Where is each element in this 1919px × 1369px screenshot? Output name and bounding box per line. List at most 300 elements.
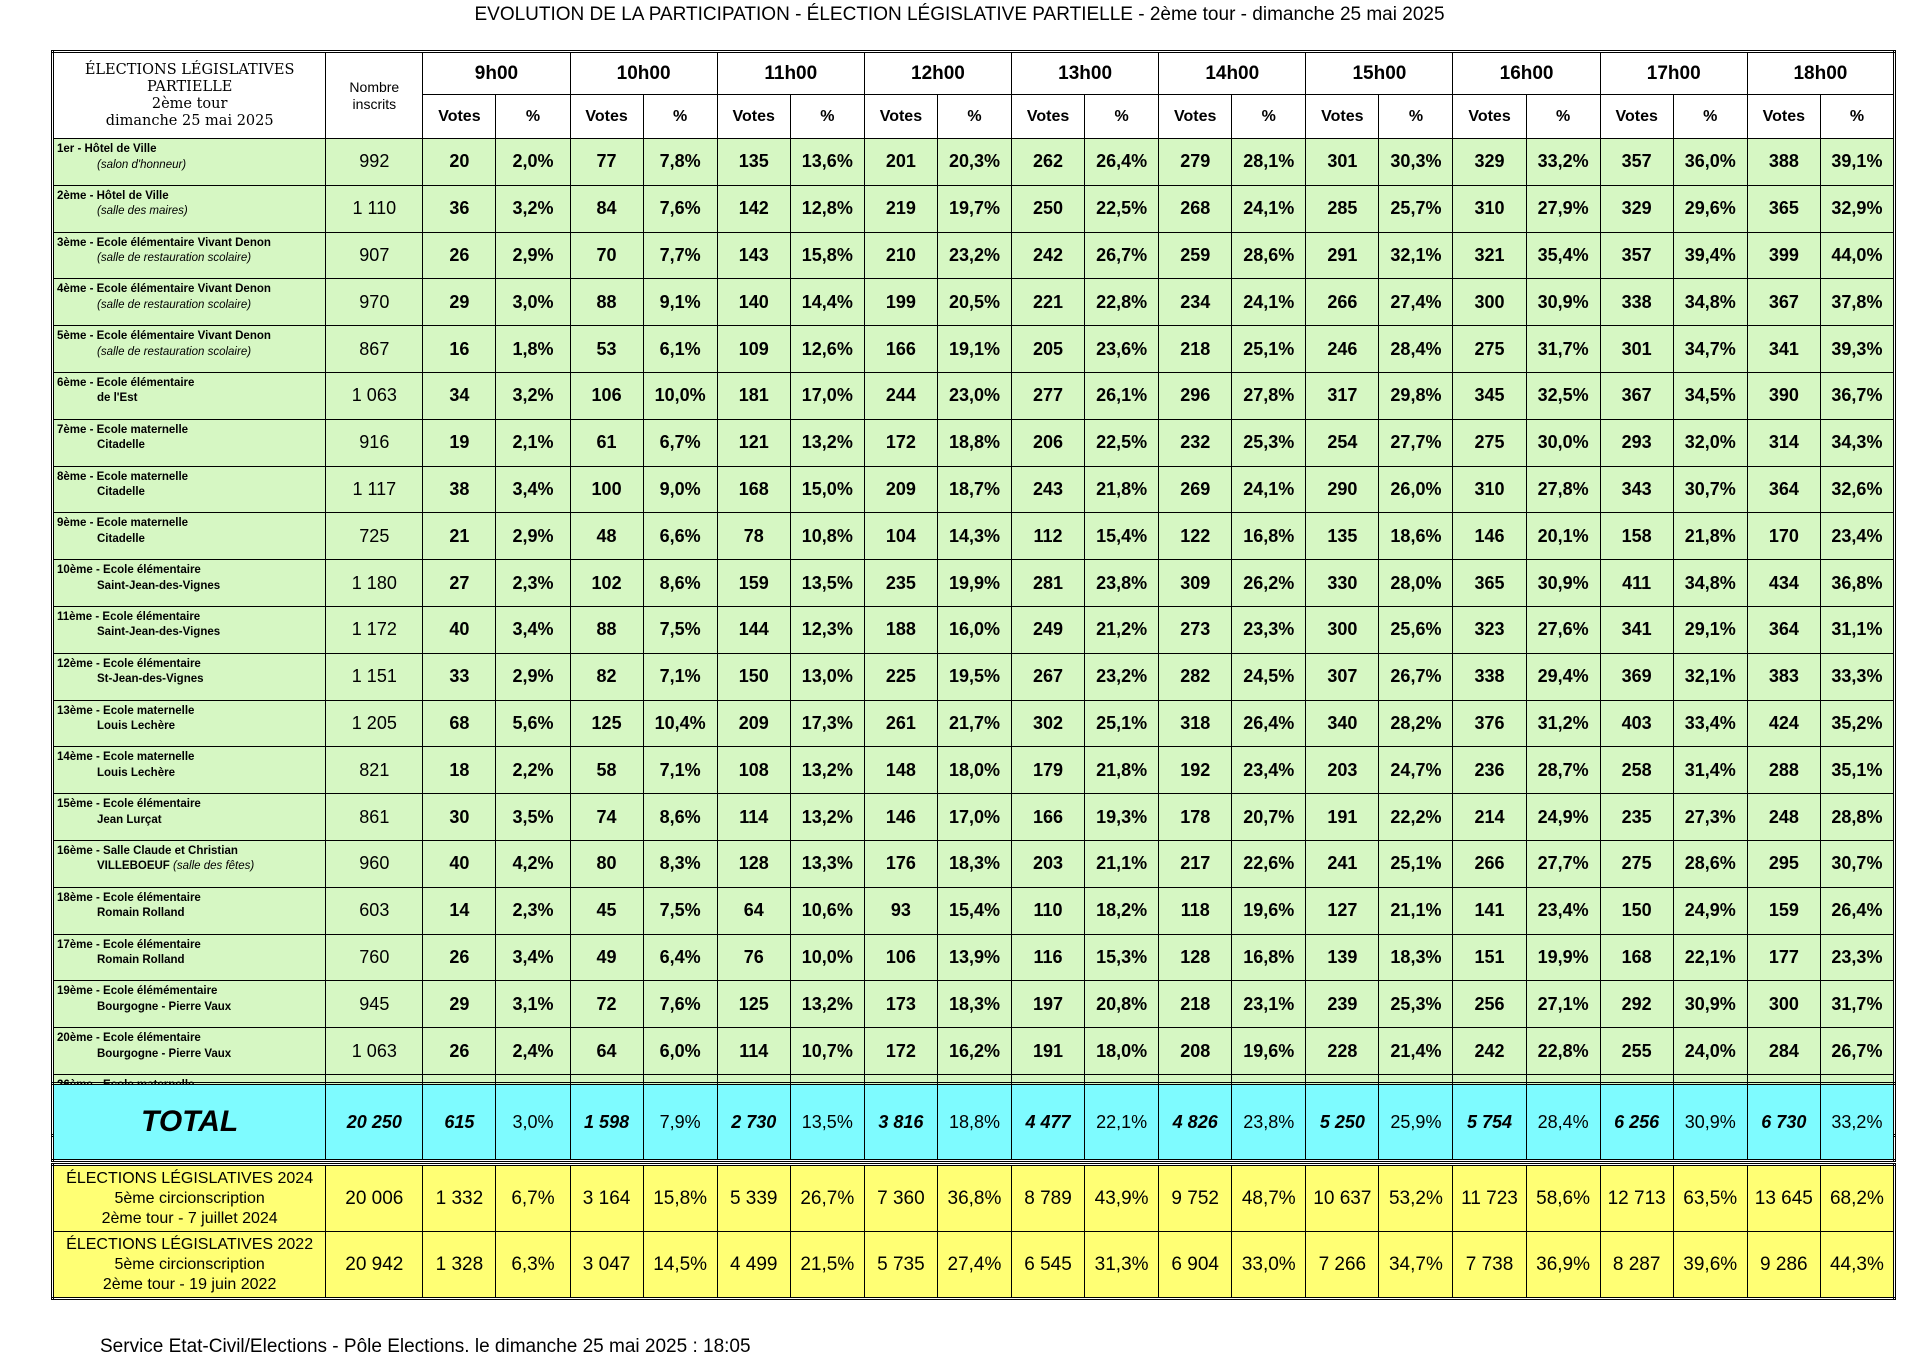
- votes-cell: 242: [1453, 1028, 1526, 1075]
- votes-cell: 151: [1453, 934, 1526, 981]
- votes-cell: 241: [1306, 840, 1379, 887]
- pct-cell: 27,1%: [1526, 981, 1600, 1028]
- comparison-label: [53, 1165, 326, 1232]
- bureau-name: [53, 840, 326, 887]
- pct-cell: 20,5%: [937, 279, 1011, 326]
- pct-cell: 18,2%: [1085, 887, 1159, 934]
- pct-cell: 27,4%: [1379, 279, 1453, 326]
- pct-cell: 7,7%: [643, 232, 717, 279]
- total-pct-cell: 3,0%: [496, 1084, 570, 1161]
- pct-cell: 2,9%: [496, 232, 570, 279]
- bureau-line2: [57, 345, 325, 361]
- hour-header: 18h00: [1747, 52, 1894, 95]
- bureau-line2: [57, 532, 325, 548]
- bureau-line1: 2ème - Hôtel de Ville: [57, 189, 169, 202]
- table-row: [53, 419, 1895, 466]
- table-row: [53, 653, 1895, 700]
- votes-cell: 203: [1306, 747, 1379, 794]
- table-row: [53, 606, 1895, 653]
- pct-cell: 13,9%: [937, 934, 1011, 981]
- pct-cell: 8,6%: [643, 560, 717, 607]
- pct-cell: 26,2%: [1232, 560, 1306, 607]
- bureau-name: [53, 326, 326, 373]
- pct-cell: 23,8%: [1085, 560, 1159, 607]
- votes-header: Votes: [1012, 95, 1085, 139]
- total-pct-cell: 18,8%: [937, 1084, 1011, 1161]
- pct-cell: 15,0%: [790, 466, 864, 513]
- comparison-pct-cell: 14,5%: [643, 1232, 717, 1299]
- comparison-pct-cell: 34,7%: [1379, 1232, 1453, 1299]
- votes-cell: 146: [864, 794, 937, 841]
- bureau-line1: 12ème - Ecole élémentaire: [57, 657, 201, 670]
- total-pct-cell: 13,5%: [790, 1084, 864, 1161]
- votes-cell: 106: [864, 934, 937, 981]
- total-votes-cell: 6 730: [1747, 1084, 1820, 1161]
- votes-cell: 143: [717, 232, 790, 279]
- pct-cell: 30,9%: [1526, 279, 1600, 326]
- votes-cell: 282: [1159, 653, 1232, 700]
- comparison-pct-cell: 26,7%: [790, 1165, 864, 1232]
- pct-cell: 25,3%: [1232, 419, 1306, 466]
- total-votes-cell: 6 256: [1600, 1084, 1673, 1161]
- votes-cell: 26: [423, 232, 496, 279]
- votes-cell: 411: [1600, 560, 1673, 607]
- total-inscrits: 20 250: [326, 1084, 423, 1161]
- votes-cell: 128: [1159, 934, 1232, 981]
- pct-cell: 2,9%: [496, 653, 570, 700]
- votes-cell: 21: [423, 513, 496, 560]
- bureau-line1: 20ème - Ecole élémentaire: [57, 1032, 201, 1045]
- votes-cell: 78: [717, 513, 790, 560]
- votes-cell: 217: [1159, 840, 1232, 887]
- pct-cell: 1,8%: [496, 326, 570, 373]
- votes-cell: 367: [1747, 279, 1820, 326]
- votes-cell: 309: [1159, 560, 1232, 607]
- pct-cell: 21,8%: [1085, 747, 1159, 794]
- pct-cell: 35,1%: [1820, 747, 1894, 794]
- total-votes-cell: 1 598: [570, 1084, 643, 1161]
- bureau-name: [53, 560, 326, 607]
- pct-cell: 14,3%: [937, 513, 1011, 560]
- comparison-votes-cell: 9 286: [1747, 1232, 1820, 1299]
- votes-cell: 102: [570, 560, 643, 607]
- pct-cell: 39,1%: [1820, 139, 1894, 186]
- bureau-line2: [57, 906, 325, 922]
- pct-cell: 6,7%: [643, 419, 717, 466]
- votes-cell: 114: [717, 1028, 790, 1075]
- pct-header: %: [1379, 95, 1453, 139]
- votes-cell: 219: [864, 185, 937, 232]
- pct-cell: 26,7%: [1820, 1028, 1894, 1075]
- votes-cell: 29: [423, 279, 496, 326]
- votes-cell: 239: [1306, 981, 1379, 1028]
- votes-cell: 170: [1747, 513, 1820, 560]
- pct-cell: 16,8%: [1232, 513, 1306, 560]
- comparison-votes-cell: 7 266: [1306, 1232, 1379, 1299]
- bureau-line2-text: (salle de restauration scolaire): [97, 345, 252, 358]
- comparison-label-line: 5ème circionscription: [114, 1255, 265, 1273]
- pct-cell: 32,1%: [1673, 653, 1747, 700]
- comparison-votes-cell: 8 789: [1012, 1165, 1085, 1232]
- bureau-name: [53, 747, 326, 794]
- total-table: [51, 1082, 1896, 1162]
- bureau-line1: 15ème - Ecole élémentaire: [57, 798, 201, 811]
- votes-header: Votes: [423, 95, 496, 139]
- pct-cell: 13,6%: [790, 139, 864, 186]
- bureau-name: [53, 606, 326, 653]
- hour-header: 14h00: [1159, 52, 1306, 95]
- bureau-line2-text: Saint-Jean-des-Vignes: [97, 579, 221, 592]
- pct-cell: 13,2%: [790, 419, 864, 466]
- votes-cell: 338: [1453, 653, 1526, 700]
- votes-cell: 255: [1600, 1028, 1673, 1075]
- bureau-line2: [57, 766, 325, 782]
- pct-cell: 39,3%: [1820, 326, 1894, 373]
- bureau-line2-text: Citadelle: [97, 486, 145, 499]
- votes-cell: 30: [423, 794, 496, 841]
- votes-header: Votes: [1453, 95, 1526, 139]
- pct-cell: 23,4%: [1232, 747, 1306, 794]
- bureau-line2-text: Citadelle: [97, 439, 145, 452]
- pct-cell: 32,0%: [1673, 419, 1747, 466]
- pct-cell: 23,3%: [1820, 934, 1894, 981]
- comparison-pct-cell: 48,7%: [1232, 1165, 1306, 1232]
- pct-cell: 19,7%: [937, 185, 1011, 232]
- bureau-name: [53, 934, 326, 981]
- hour-header: 15h00: [1306, 52, 1453, 95]
- pct-cell: 7,8%: [643, 139, 717, 186]
- pct-cell: 28,7%: [1526, 747, 1600, 794]
- comparison-pct-cell: 21,5%: [790, 1232, 864, 1299]
- votes-cell: 178: [1159, 794, 1232, 841]
- inscrits-cell: 945: [326, 981, 423, 1028]
- pct-cell: 31,7%: [1526, 326, 1600, 373]
- comparison-pct-cell: 36,9%: [1526, 1232, 1600, 1299]
- pct-cell: 2,9%: [496, 513, 570, 560]
- votes-cell: 114: [717, 794, 790, 841]
- pct-cell: 25,6%: [1379, 606, 1453, 653]
- votes-cell: 228: [1306, 1028, 1379, 1075]
- votes-cell: 150: [1600, 887, 1673, 934]
- inscrits-cell: 1 110: [326, 185, 423, 232]
- votes-cell: 53: [570, 326, 643, 373]
- pct-header: %: [496, 95, 570, 139]
- pct-cell: 29,8%: [1379, 372, 1453, 419]
- votes-cell: 275: [1453, 419, 1526, 466]
- pct-cell: 21,7%: [937, 700, 1011, 747]
- votes-cell: 242: [1012, 232, 1085, 279]
- pct-cell: 3,4%: [496, 466, 570, 513]
- votes-header: Votes: [1159, 95, 1232, 139]
- pct-cell: 31,7%: [1820, 981, 1894, 1028]
- votes-cell: 135: [1306, 513, 1379, 560]
- pct-cell: 32,5%: [1526, 372, 1600, 419]
- votes-cell: 275: [1453, 326, 1526, 373]
- comparison-pct-cell: 58,6%: [1526, 1165, 1600, 1232]
- comparison-pct-cell: 31,3%: [1085, 1232, 1159, 1299]
- comparison-label-line: 2ème tour - 7 juillet 2024: [101, 1209, 278, 1227]
- inscrits-cell: 992: [326, 139, 423, 186]
- total-pct-cell: 22,1%: [1085, 1084, 1159, 1161]
- pct-cell: 19,3%: [1085, 794, 1159, 841]
- pct-cell: 23,2%: [937, 232, 1011, 279]
- votes-cell: 125: [717, 981, 790, 1028]
- votes-cell: 93: [864, 887, 937, 934]
- bureau-line2: [57, 485, 325, 501]
- votes-cell: 188: [864, 606, 937, 653]
- votes-cell: 301: [1306, 139, 1379, 186]
- total-row: [53, 1084, 1895, 1161]
- votes-cell: 254: [1306, 419, 1379, 466]
- votes-cell: 235: [1600, 794, 1673, 841]
- pct-cell: 2,0%: [496, 139, 570, 186]
- votes-cell: 173: [864, 981, 937, 1028]
- votes-cell: 106: [570, 372, 643, 419]
- votes-cell: 329: [1600, 185, 1673, 232]
- votes-cell: 36: [423, 185, 496, 232]
- comparison-votes-cell: 12 713: [1600, 1165, 1673, 1232]
- pct-cell: 3,2%: [496, 185, 570, 232]
- table-row: [53, 981, 1895, 1028]
- pct-cell: 6,4%: [643, 934, 717, 981]
- votes-cell: 367: [1600, 372, 1673, 419]
- votes-cell: 192: [1159, 747, 1232, 794]
- table-row: [53, 139, 1895, 186]
- pct-header: %: [1085, 95, 1159, 139]
- pct-cell: 12,8%: [790, 185, 864, 232]
- votes-cell: 19: [423, 419, 496, 466]
- votes-cell: 357: [1600, 139, 1673, 186]
- votes-cell: 168: [717, 466, 790, 513]
- votes-cell: 68: [423, 700, 496, 747]
- votes-cell: 330: [1306, 560, 1379, 607]
- pct-cell: 21,4%: [1379, 1028, 1453, 1075]
- table-title-line: ÉLECTIONS LÉGISLATIVES: [84, 61, 295, 78]
- votes-cell: 300: [1453, 279, 1526, 326]
- bureau-line2-text: VILLEBOEUF: [97, 860, 170, 873]
- pct-cell: 27,9%: [1526, 185, 1600, 232]
- inscrits-cell: 1 205: [326, 700, 423, 747]
- comparison-pct-cell: 6,7%: [496, 1165, 570, 1232]
- pct-cell: 20,8%: [1085, 981, 1159, 1028]
- pct-cell: 9,0%: [643, 466, 717, 513]
- bureau-line2: [57, 813, 325, 829]
- pct-cell: 4,2%: [496, 840, 570, 887]
- votes-cell: 295: [1747, 840, 1820, 887]
- votes-cell: 365: [1453, 560, 1526, 607]
- total-votes-cell: 5 250: [1306, 1084, 1379, 1161]
- pct-cell: 25,7%: [1379, 185, 1453, 232]
- votes-cell: 261: [864, 700, 937, 747]
- pct-cell: 10,0%: [790, 934, 864, 981]
- votes-cell: 341: [1600, 606, 1673, 653]
- votes-cell: 234: [1159, 279, 1232, 326]
- votes-cell: 108: [717, 747, 790, 794]
- table-row: [53, 887, 1895, 934]
- votes-cell: 166: [864, 326, 937, 373]
- inscrits-cell: 1 180: [326, 560, 423, 607]
- pct-cell: 44,0%: [1820, 232, 1894, 279]
- votes-cell: 135: [717, 139, 790, 186]
- votes-cell: 48: [570, 513, 643, 560]
- votes-cell: 291: [1306, 232, 1379, 279]
- pct-cell: 16,0%: [937, 606, 1011, 653]
- bureau-name: [53, 653, 326, 700]
- votes-cell: 176: [864, 840, 937, 887]
- pct-cell: 26,0%: [1379, 466, 1453, 513]
- pct-cell: 21,1%: [1085, 840, 1159, 887]
- pct-cell: 24,1%: [1232, 279, 1306, 326]
- pct-cell: 21,2%: [1085, 606, 1159, 653]
- votes-cell: 45: [570, 887, 643, 934]
- comparison-pct-cell: 39,6%: [1673, 1232, 1747, 1299]
- votes-cell: 296: [1159, 372, 1232, 419]
- votes-cell: 210: [864, 232, 937, 279]
- comparison-votes-cell: 7 738: [1453, 1232, 1526, 1299]
- comparison-label-line: ÉLECTIONS LÉGISLATIVES 2022: [66, 1235, 314, 1253]
- table-row: [53, 185, 1895, 232]
- inscrits-header: Nombre inscrits: [326, 52, 423, 139]
- votes-cell: 38: [423, 466, 496, 513]
- votes-cell: 148: [864, 747, 937, 794]
- votes-cell: 33: [423, 653, 496, 700]
- pct-cell: 25,1%: [1085, 700, 1159, 747]
- votes-cell: 58: [570, 747, 643, 794]
- votes-cell: 275: [1600, 840, 1673, 887]
- votes-cell: 281: [1012, 560, 1085, 607]
- votes-cell: 266: [1306, 279, 1379, 326]
- pct-cell: 7,6%: [643, 981, 717, 1028]
- comparison-pct-cell: 27,4%: [937, 1232, 1011, 1299]
- votes-cell: 290: [1306, 466, 1379, 513]
- pct-cell: 18,3%: [937, 981, 1011, 1028]
- votes-cell: 34: [423, 372, 496, 419]
- pct-cell: 32,9%: [1820, 185, 1894, 232]
- total-pct-cell: 25,9%: [1379, 1084, 1453, 1161]
- bureau-name: [53, 981, 326, 1028]
- bureau-line2: [57, 438, 325, 454]
- total-votes-cell: 4 826: [1159, 1084, 1232, 1161]
- votes-cell: 201: [864, 139, 937, 186]
- votes-cell: 357: [1600, 232, 1673, 279]
- bureau-line1: 14ème - Ecole maternelle: [57, 751, 195, 764]
- votes-cell: 121: [717, 419, 790, 466]
- pct-cell: 3,0%: [496, 279, 570, 326]
- votes-cell: 77: [570, 139, 643, 186]
- pct-cell: 9,1%: [643, 279, 717, 326]
- comparison-inscrits: 20 006: [326, 1165, 423, 1232]
- comparison-votes-cell: 3 164: [570, 1165, 643, 1232]
- table-row: [53, 1028, 1895, 1075]
- pct-cell: 25,1%: [1232, 326, 1306, 373]
- pct-cell: 15,3%: [1085, 934, 1159, 981]
- pct-cell: 27,6%: [1526, 606, 1600, 653]
- pct-cell: 13,0%: [790, 653, 864, 700]
- pct-cell: 36,7%: [1820, 372, 1894, 419]
- votes-cell: 256: [1453, 981, 1526, 1028]
- votes-cell: 74: [570, 794, 643, 841]
- votes-cell: 273: [1159, 606, 1232, 653]
- comparison-row: [53, 1165, 1895, 1232]
- inscrits-cell: 1 172: [326, 606, 423, 653]
- votes-cell: 214: [1453, 794, 1526, 841]
- comparison-label-line: ÉLECTIONS LÉGISLATIVES 2024: [66, 1169, 314, 1187]
- votes-cell: 434: [1747, 560, 1820, 607]
- total-pct-cell: 30,9%: [1673, 1084, 1747, 1161]
- pct-cell: 32,1%: [1379, 232, 1453, 279]
- pct-cell: 3,2%: [496, 372, 570, 419]
- votes-cell: 203: [1012, 840, 1085, 887]
- pct-cell: 2,2%: [496, 747, 570, 794]
- pct-cell: 20,3%: [937, 139, 1011, 186]
- inscrits-cell: 1 117: [326, 466, 423, 513]
- votes-cell: 27: [423, 560, 496, 607]
- pct-cell: 3,4%: [496, 934, 570, 981]
- votes-cell: 125: [570, 700, 643, 747]
- bureau-line2-text: (salle des maires): [97, 205, 188, 218]
- pct-cell: 19,9%: [1526, 934, 1600, 981]
- pct-cell: 20,7%: [1232, 794, 1306, 841]
- comparison-votes-cell: 5 735: [864, 1232, 937, 1299]
- votes-cell: 266: [1453, 840, 1526, 887]
- hour-header: 12h00: [864, 52, 1011, 95]
- votes-cell: 205: [1012, 326, 1085, 373]
- votes-cell: 139: [1306, 934, 1379, 981]
- pct-cell: 15,8%: [790, 232, 864, 279]
- votes-cell: 243: [1012, 466, 1085, 513]
- table-row: [53, 794, 1895, 841]
- pct-cell: 18,8%: [937, 419, 1011, 466]
- bureau-line2-text: Romain Rolland: [97, 907, 185, 920]
- pct-cell: 7,1%: [643, 747, 717, 794]
- votes-cell: 341: [1747, 326, 1820, 373]
- pct-cell: 2,3%: [496, 887, 570, 934]
- votes-cell: 191: [1012, 1028, 1085, 1075]
- comparison-pct-cell: 33,0%: [1232, 1232, 1306, 1299]
- pct-cell: 2,1%: [496, 419, 570, 466]
- votes-cell: 40: [423, 606, 496, 653]
- votes-cell: 199: [864, 279, 937, 326]
- votes-cell: 300: [1747, 981, 1820, 1028]
- bureau-line2-text: de l'Est: [97, 392, 138, 405]
- votes-cell: 293: [1600, 419, 1673, 466]
- pct-cell: 39,4%: [1673, 232, 1747, 279]
- votes-cell: 262: [1012, 139, 1085, 186]
- votes-cell: 144: [717, 606, 790, 653]
- bureau-line1: 3ème - Ecole élémentaire Vivant Denon: [57, 236, 271, 249]
- votes-cell: 268: [1159, 185, 1232, 232]
- votes-cell: 109: [717, 326, 790, 373]
- total-votes-cell: 4 477: [1012, 1084, 1085, 1161]
- bureau-line2-text: Louis Lechère: [97, 766, 175, 779]
- total-pct-cell: 23,8%: [1232, 1084, 1306, 1161]
- inscrits-cell: 867: [326, 326, 423, 373]
- pct-cell: 12,6%: [790, 326, 864, 373]
- inscrits-cell: 960: [326, 840, 423, 887]
- pct-header: %: [1526, 95, 1600, 139]
- inscrits-cell: 603: [326, 887, 423, 934]
- bureau-line1: 19ème - Ecole élémémentaire: [57, 985, 218, 998]
- votes-cell: 390: [1747, 372, 1820, 419]
- votes-header: Votes: [1306, 95, 1379, 139]
- pct-cell: 29,1%: [1673, 606, 1747, 653]
- votes-cell: 29: [423, 981, 496, 1028]
- votes-cell: 399: [1747, 232, 1820, 279]
- page-title: EVOLUTION DE LA PARTICIPATION - ÉLECTION LÉGISLATIVE PARTIELLE - 2ème tour - dimanche 25 mai 2025: [474, 4, 1445, 25]
- bureau-line2-text: (salle de restauration scolaire): [97, 298, 252, 311]
- pct-cell: 2,3%: [496, 560, 570, 607]
- pct-cell: 30,3%: [1379, 139, 1453, 186]
